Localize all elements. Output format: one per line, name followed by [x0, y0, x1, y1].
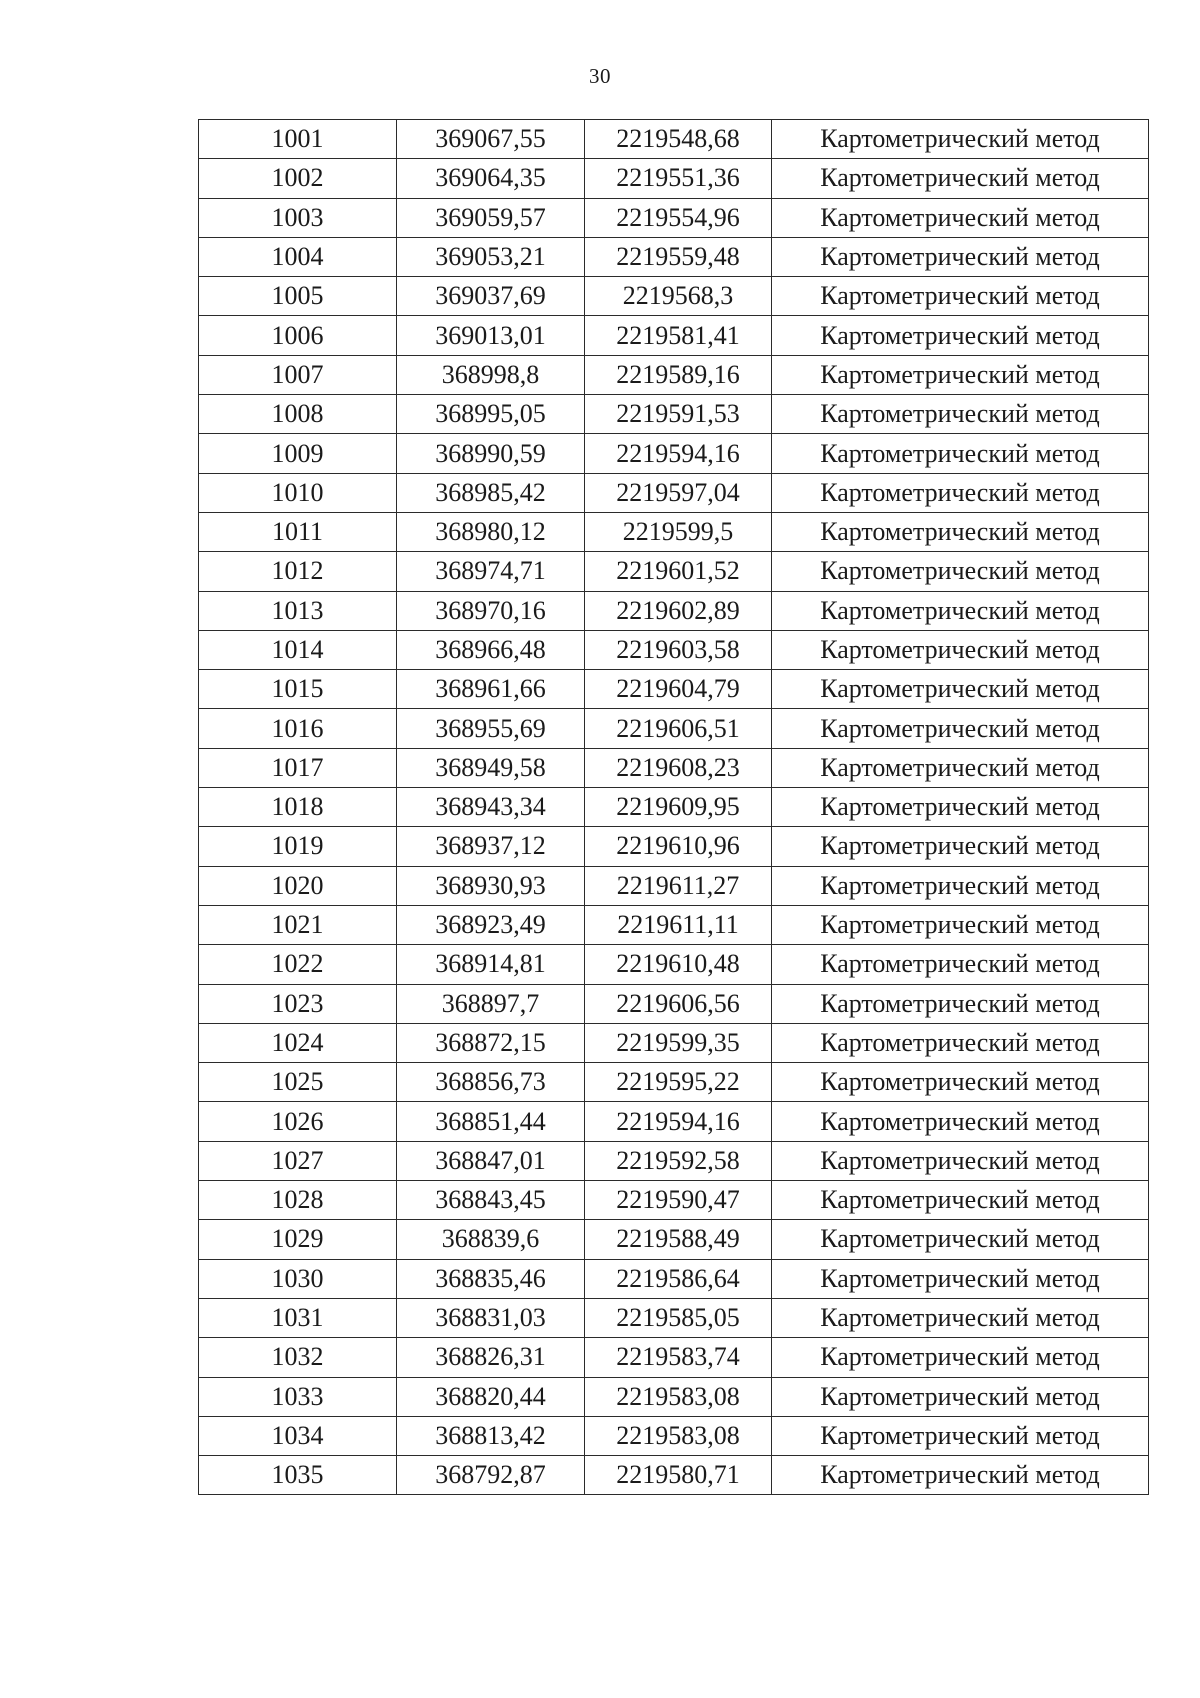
x-coordinate-cell: 368949,58	[397, 748, 585, 787]
method-cell: Картометрический метод	[772, 748, 1149, 787]
point-number-cell: 1018	[199, 788, 397, 827]
y-coordinate-cell: 2219610,48	[585, 945, 772, 984]
y-coordinate-cell: 2219599,35	[585, 1023, 772, 1062]
point-number-cell: 1035	[199, 1456, 397, 1495]
point-number-cell: 1029	[199, 1220, 397, 1259]
y-coordinate-cell: 2219559,48	[585, 237, 772, 276]
method-cell: Картометрический метод	[772, 866, 1149, 905]
method-cell: Картометрический метод	[772, 1063, 1149, 1102]
table-row	[199, 1181, 1149, 1220]
method-cell: Картометрический метод	[772, 1338, 1149, 1377]
point-number-cell: 1019	[199, 827, 397, 866]
method-cell: Картометрический метод	[772, 395, 1149, 434]
method-cell: Картометрический метод	[772, 709, 1149, 748]
table-row	[199, 1377, 1149, 1416]
method-cell: Картометрический метод	[772, 1181, 1149, 1220]
point-number-cell: 1014	[199, 630, 397, 669]
y-coordinate-cell: 2219585,05	[585, 1298, 772, 1337]
point-number-cell: 1012	[199, 552, 397, 591]
table-row	[199, 198, 1149, 237]
y-coordinate-cell: 2219592,58	[585, 1141, 772, 1180]
x-coordinate-cell: 369059,57	[397, 198, 585, 237]
method-cell: Картометрический метод	[772, 355, 1149, 394]
method-cell: Картометрический метод	[772, 984, 1149, 1023]
point-number-cell: 1003	[199, 198, 397, 237]
x-coordinate-cell: 368970,16	[397, 591, 585, 630]
x-coordinate-cell: 368995,05	[397, 395, 585, 434]
y-coordinate-cell: 2219581,41	[585, 316, 772, 355]
y-coordinate-cell: 2219586,64	[585, 1259, 772, 1298]
method-cell: Картометрический метод	[772, 1259, 1149, 1298]
point-number-cell: 1016	[199, 709, 397, 748]
method-cell: Картометрический метод	[772, 473, 1149, 512]
x-coordinate-cell: 368813,42	[397, 1416, 585, 1455]
method-cell: Картометрический метод	[772, 591, 1149, 630]
y-coordinate-cell: 2219601,52	[585, 552, 772, 591]
table-row	[199, 670, 1149, 709]
y-coordinate-cell: 2219590,47	[585, 1181, 772, 1220]
y-coordinate-cell: 2219609,95	[585, 788, 772, 827]
table-row	[199, 120, 1149, 159]
point-number-cell: 1034	[199, 1416, 397, 1455]
x-coordinate-cell: 368839,6	[397, 1220, 585, 1259]
table-row	[199, 866, 1149, 905]
y-coordinate-cell: 2219568,3	[585, 277, 772, 316]
x-coordinate-cell: 368820,44	[397, 1377, 585, 1416]
method-cell: Картометрический метод	[772, 159, 1149, 198]
table-row	[199, 159, 1149, 198]
table-row	[199, 512, 1149, 551]
y-coordinate-cell: 2219608,23	[585, 748, 772, 787]
point-number-cell: 1009	[199, 434, 397, 473]
table-row	[199, 748, 1149, 787]
x-coordinate-cell: 369053,21	[397, 237, 585, 276]
point-number-cell: 1011	[199, 512, 397, 551]
x-coordinate-cell: 368847,01	[397, 1141, 585, 1180]
y-coordinate-cell: 2219595,22	[585, 1063, 772, 1102]
point-number-cell: 1010	[199, 473, 397, 512]
x-coordinate-cell: 368961,66	[397, 670, 585, 709]
point-number-cell: 1031	[199, 1298, 397, 1337]
y-coordinate-cell: 2219583,08	[585, 1377, 772, 1416]
y-coordinate-cell: 2219548,68	[585, 120, 772, 159]
method-cell: Картометрический метод	[772, 277, 1149, 316]
table-row	[199, 237, 1149, 276]
table-row	[199, 630, 1149, 669]
y-coordinate-cell: 2219591,53	[585, 395, 772, 434]
point-number-cell: 1021	[199, 905, 397, 944]
method-cell: Картометрический метод	[772, 198, 1149, 237]
x-coordinate-cell: 369067,55	[397, 120, 585, 159]
method-cell: Картометрический метод	[772, 552, 1149, 591]
x-coordinate-cell: 368831,03	[397, 1298, 585, 1337]
y-coordinate-cell: 2219594,16	[585, 1102, 772, 1141]
table-row	[199, 1298, 1149, 1337]
point-number-cell: 1017	[199, 748, 397, 787]
method-cell: Картометрический метод	[772, 1416, 1149, 1455]
method-cell: Картометрический метод	[772, 120, 1149, 159]
x-coordinate-cell: 368856,73	[397, 1063, 585, 1102]
x-coordinate-cell: 368998,8	[397, 355, 585, 394]
method-cell: Картометрический метод	[772, 670, 1149, 709]
x-coordinate-cell: 368826,31	[397, 1338, 585, 1377]
table-row	[199, 905, 1149, 944]
table-row	[199, 434, 1149, 473]
point-number-cell: 1026	[199, 1102, 397, 1141]
method-cell: Картометрический метод	[772, 788, 1149, 827]
table-row	[199, 1102, 1149, 1141]
x-coordinate-cell: 368990,59	[397, 434, 585, 473]
table-row	[199, 827, 1149, 866]
y-coordinate-cell: 2219589,16	[585, 355, 772, 394]
coordinates-table-body	[199, 120, 1149, 1495]
x-coordinate-cell: 368974,71	[397, 552, 585, 591]
x-coordinate-cell: 368966,48	[397, 630, 585, 669]
y-coordinate-cell: 2219611,11	[585, 905, 772, 944]
method-cell: Картометрический метод	[772, 434, 1149, 473]
y-coordinate-cell: 2219602,89	[585, 591, 772, 630]
point-number-cell: 1024	[199, 1023, 397, 1062]
method-cell: Картометрический метод	[772, 1298, 1149, 1337]
point-number-cell: 1025	[199, 1063, 397, 1102]
table-row	[199, 1141, 1149, 1180]
x-coordinate-cell: 369013,01	[397, 316, 585, 355]
x-coordinate-cell: 368923,49	[397, 905, 585, 944]
x-coordinate-cell: 368980,12	[397, 512, 585, 551]
x-coordinate-cell: 368835,46	[397, 1259, 585, 1298]
table-row	[199, 984, 1149, 1023]
y-coordinate-cell: 2219588,49	[585, 1220, 772, 1259]
y-coordinate-cell: 2219583,74	[585, 1338, 772, 1377]
y-coordinate-cell: 2219551,36	[585, 159, 772, 198]
y-coordinate-cell: 2219606,51	[585, 709, 772, 748]
table-row	[199, 591, 1149, 630]
table-row	[199, 395, 1149, 434]
method-cell: Картометрический метод	[772, 512, 1149, 551]
x-coordinate-cell: 368930,93	[397, 866, 585, 905]
table-row	[199, 1220, 1149, 1259]
y-coordinate-cell: 2219611,27	[585, 866, 772, 905]
x-coordinate-cell: 368872,15	[397, 1023, 585, 1062]
y-coordinate-cell: 2219604,79	[585, 670, 772, 709]
point-number-cell: 1030	[199, 1259, 397, 1298]
point-number-cell: 1028	[199, 1181, 397, 1220]
method-cell: Картометрический метод	[772, 630, 1149, 669]
x-coordinate-cell: 368985,42	[397, 473, 585, 512]
page-number: 30	[589, 64, 611, 88]
coordinates-table	[198, 119, 1149, 1495]
x-coordinate-cell: 368843,45	[397, 1181, 585, 1220]
point-number-cell: 1007	[199, 355, 397, 394]
method-cell: Картометрический метод	[772, 827, 1149, 866]
point-number-cell: 1005	[199, 277, 397, 316]
table-row	[199, 1259, 1149, 1298]
y-coordinate-cell: 2219597,04	[585, 473, 772, 512]
method-cell: Картометрический метод	[772, 905, 1149, 944]
table-row	[199, 277, 1149, 316]
method-cell: Картометрический метод	[772, 316, 1149, 355]
method-cell: Картометрический метод	[772, 1141, 1149, 1180]
table-row	[199, 1456, 1149, 1495]
point-number-cell: 1006	[199, 316, 397, 355]
point-number-cell: 1008	[199, 395, 397, 434]
x-coordinate-cell: 368897,7	[397, 984, 585, 1023]
x-coordinate-cell: 368914,81	[397, 945, 585, 984]
x-coordinate-cell: 368943,34	[397, 788, 585, 827]
table-row	[199, 473, 1149, 512]
table-row	[199, 552, 1149, 591]
point-number-cell: 1023	[199, 984, 397, 1023]
y-coordinate-cell: 2219603,58	[585, 630, 772, 669]
point-number-cell: 1020	[199, 866, 397, 905]
x-coordinate-cell: 368955,69	[397, 709, 585, 748]
y-coordinate-cell: 2219580,71	[585, 1456, 772, 1495]
table-row	[199, 709, 1149, 748]
y-coordinate-cell: 2219610,96	[585, 827, 772, 866]
method-cell: Картометрический метод	[772, 945, 1149, 984]
y-coordinate-cell: 2219599,5	[585, 512, 772, 551]
point-number-cell: 1033	[199, 1377, 397, 1416]
y-coordinate-cell: 2219606,56	[585, 984, 772, 1023]
method-cell: Картометрический метод	[772, 237, 1149, 276]
table-row	[199, 1338, 1149, 1377]
point-number-cell: 1022	[199, 945, 397, 984]
y-coordinate-cell: 2219583,08	[585, 1416, 772, 1455]
point-number-cell: 1015	[199, 670, 397, 709]
point-number-cell: 1002	[199, 159, 397, 198]
method-cell: Картометрический метод	[772, 1456, 1149, 1495]
method-cell: Картометрический метод	[772, 1377, 1149, 1416]
y-coordinate-cell: 2219554,96	[585, 198, 772, 237]
point-number-cell: 1032	[199, 1338, 397, 1377]
table-row	[199, 945, 1149, 984]
point-number-cell: 1027	[199, 1141, 397, 1180]
table-row	[199, 316, 1149, 355]
x-coordinate-cell: 368851,44	[397, 1102, 585, 1141]
table-row	[199, 355, 1149, 394]
x-coordinate-cell: 369064,35	[397, 159, 585, 198]
y-coordinate-cell: 2219594,16	[585, 434, 772, 473]
table-row	[199, 1023, 1149, 1062]
x-coordinate-cell: 368792,87	[397, 1456, 585, 1495]
point-number-cell: 1004	[199, 237, 397, 276]
table-row	[199, 788, 1149, 827]
point-number-cell: 1001	[199, 120, 397, 159]
method-cell: Картометрический метод	[772, 1023, 1149, 1062]
method-cell: Картометрический метод	[772, 1102, 1149, 1141]
point-number-cell: 1013	[199, 591, 397, 630]
table-row	[199, 1416, 1149, 1455]
method-cell: Картометрический метод	[772, 1220, 1149, 1259]
x-coordinate-cell: 369037,69	[397, 277, 585, 316]
table-row	[199, 1063, 1149, 1102]
x-coordinate-cell: 368937,12	[397, 827, 585, 866]
